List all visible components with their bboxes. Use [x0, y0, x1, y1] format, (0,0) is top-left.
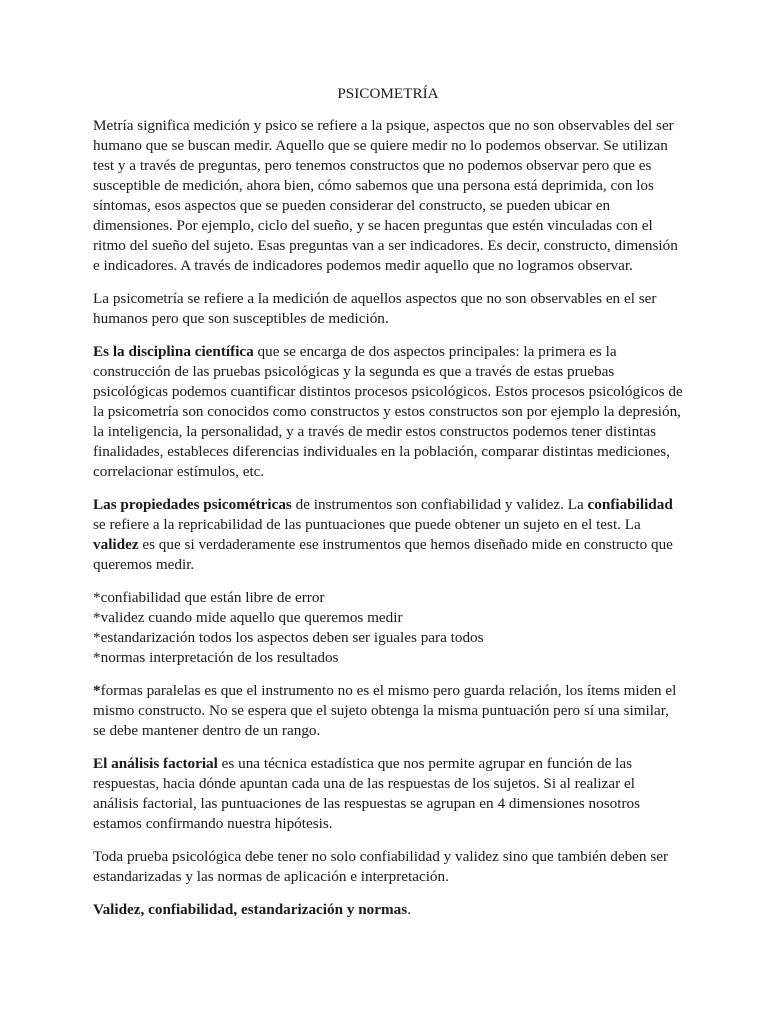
text-summary-period: .	[407, 901, 411, 918]
paragraph-propiedades	[93, 495, 683, 575]
paragraph-formas-paralelas	[93, 681, 683, 741]
text-formas-paralelas: formas paralelas es que el instrumento no es el mismo pero guarda relación, los ítems miden el mismo constructo. No se espera que el sujeto obtenga la misma puntuación pero sí una similar, se debe mantener dentro de un rango.	[93, 682, 677, 739]
text-disciplina: que se encarga de dos aspectos principales: la primera es la construcción de las pruebas psicológicas y la segunda es que a través de estas pruebas psicológicas podemos cuantificar distintos procesos psicológicos. Estos procesos psicológicos de la psicometría son conocidos como constructos y estos constructos son por ejemplo la depresión, la inteligencia, la personalidad, y a través de medir estos constructos podemos tener distintas finalidades, estableces diferencias individuales en la población, comparar distintas mediciones, correlacionar estímulos, etc.	[93, 343, 683, 480]
paragraph-metria: Metría significa medición y psico se refiere a la psique, aspectos que no son observables del ser humano que se buscan medir. Aquello que se quiere medir no lo podemos observar. Se utilizan test y a través de preguntas, pero tenemos constructos que no podemos observar pero que es susceptible de medición, ahora bien, cómo sabemos que una persona está deprimida, con los síntomas, esos aspectos que se pueden considerar del constructo, se pueden ubicar en dimensiones. Por ejemplo, ciclo del sueño, y se hacen preguntas que estén vinculadas con el ritmo del sueño del sujeto. Esas preguntas van a ser indicadores. Es decir, constructo, dimensión e indicadores. A través de indicadores podemos medir aquello que no logramos observar.	[93, 117, 678, 274]
paragraph-toda-prueba: Toda prueba psicológica debe tener no solo confiabilidad y validez sino que también deben ser estandarizadas y las normas de aplicación e interpretación.	[93, 848, 669, 885]
list-item: *validez cuando mide aquello que queremos medir	[93, 609, 403, 626]
bold-summary: Validez, confiabilidad, estandarización y normas	[93, 901, 408, 918]
text-propiedades-1: de instrumentos son confiabilidad y validez. La	[291, 496, 588, 513]
bold-confiabilidad: confiabilidad	[587, 496, 673, 513]
list-item: *normas interpretación de los resultados	[93, 649, 339, 666]
document-title: PSICOMETRÍA	[337, 85, 439, 102]
list-item: *estandarización todos los aspectos deben ser iguales para todos	[93, 629, 484, 646]
text-analisis-factorial: es una técnica estadística que nos permite agrupar en función de las respuestas, hacia dónde apuntan cada una de las respuestas de los sujetos. Si al realizar el análisis factorial, las puntuaciones de las respuestas se agrupan en 4 dimensiones nosotros estamos confirmando nuestra hipótesis.	[93, 755, 641, 832]
bold-propiedades: Las propiedades psicométricas	[93, 496, 292, 513]
paragraph-psicometria-definition: La psicometría se refiere a la medición de aquellos aspectos que no son observables en el ser humanos pero que son susceptibles de medición.	[93, 290, 657, 327]
text-propiedades-3: es que si verdaderamente ese instrumentos que hemos diseñado mide en constructo que queremos medir.	[93, 536, 673, 573]
document-page	[93, 84, 683, 933]
bold-analisis-factorial: El análisis factorial	[93, 755, 218, 772]
paragraph-summary	[93, 900, 683, 920]
properties-list	[93, 588, 683, 668]
paragraph-analisis-factorial	[93, 754, 683, 834]
list-item: *confiabilidad que están libre de error	[93, 589, 325, 606]
bold-asterisk: *	[93, 682, 101, 699]
text-propiedades-2: se refiere a la repricabilidad de las puntuaciones que puede obtener un sujeto en el test. La	[93, 516, 641, 533]
bold-disciplina: Es la disciplina científica	[93, 343, 254, 360]
paragraph-disciplina	[93, 342, 683, 482]
bold-validez: validez	[93, 536, 139, 553]
